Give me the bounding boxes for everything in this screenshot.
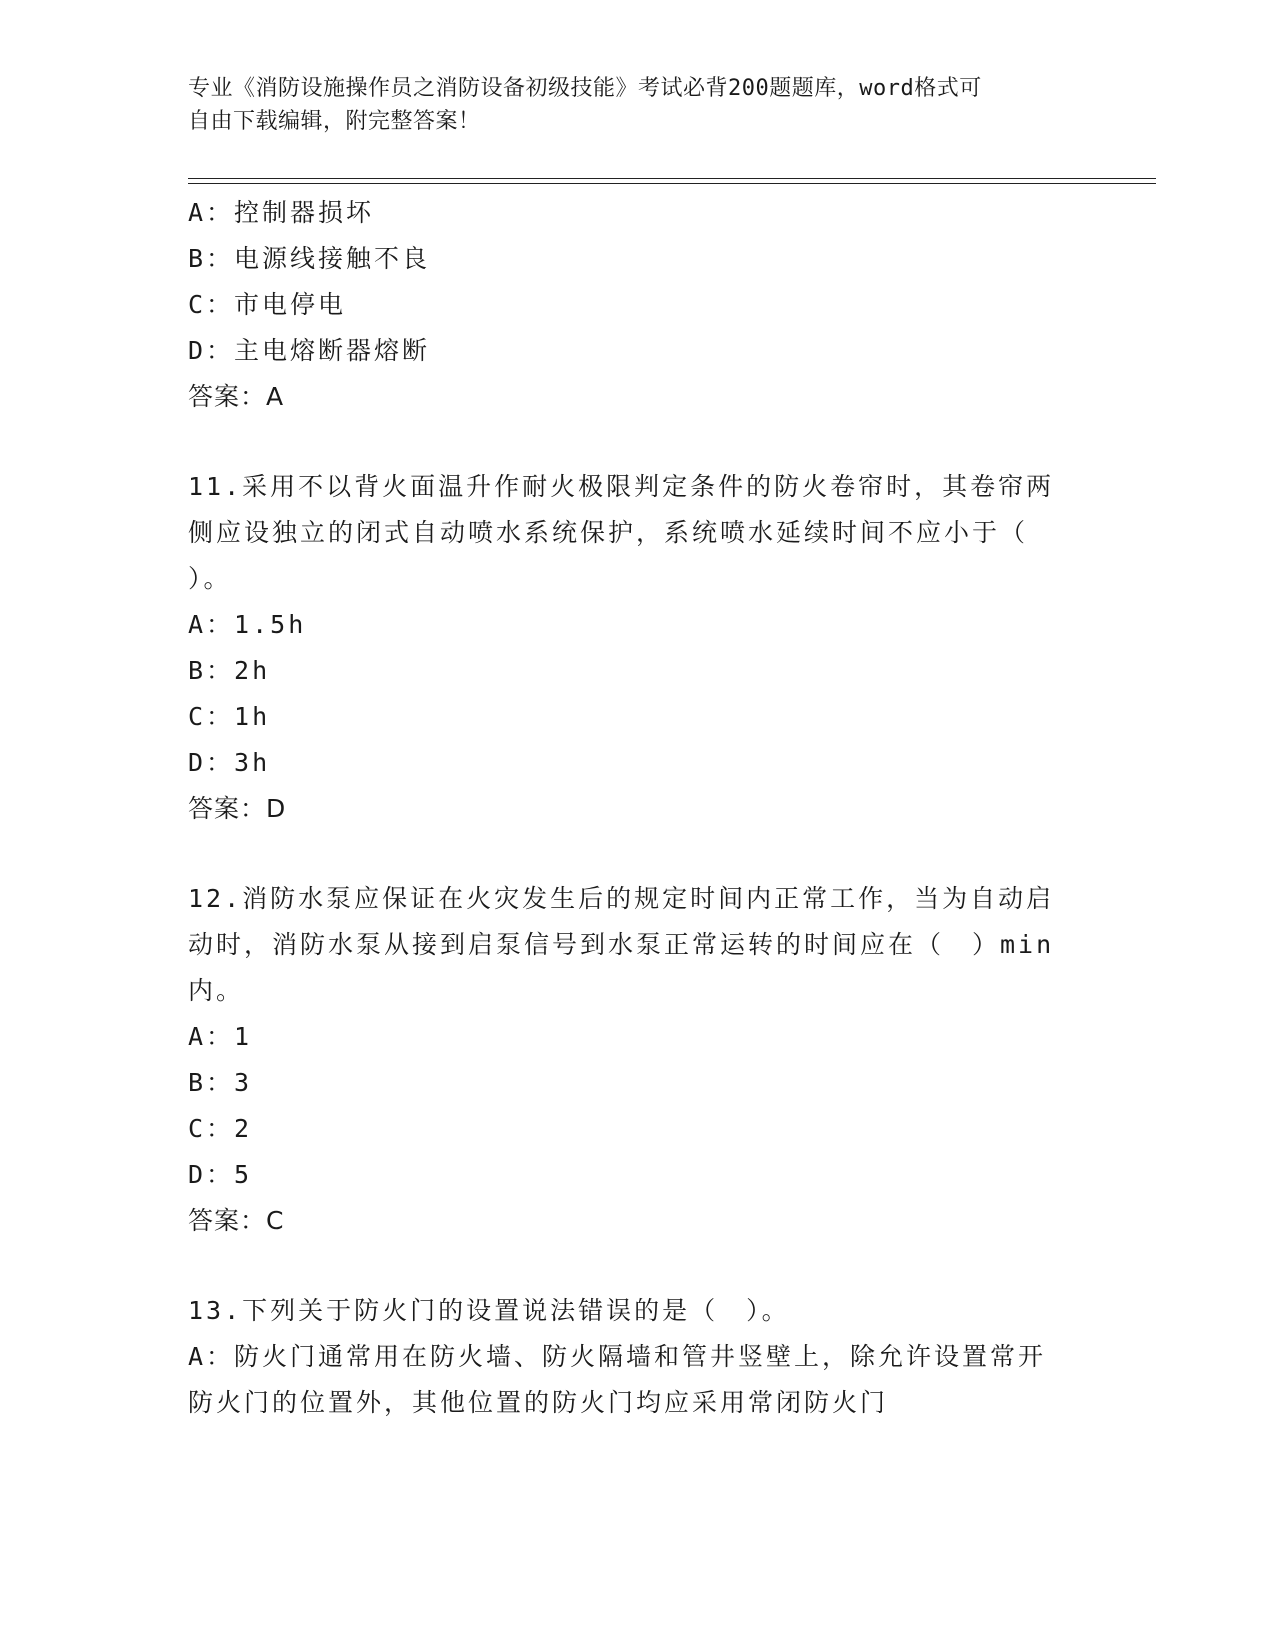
answer-label: 答案：A: [188, 382, 285, 411]
stem-line-3: 内。: [188, 976, 245, 1005]
question-stem: [188, 876, 1088, 1014]
header-line-2: 自由下载编辑，附完整答案！: [188, 109, 481, 134]
option-a: A：控制器损坏: [188, 198, 375, 227]
option-b: B：电源线接触不良: [188, 244, 431, 273]
option-a: A：1: [188, 1022, 253, 1051]
answer-label: 答案：D: [188, 794, 287, 823]
question-10: [188, 190, 1088, 420]
option-c: C：1h: [188, 702, 271, 731]
stem-line-1: 13.下列关于防火门的设置说法错误的是（ ）。: [188, 1296, 790, 1325]
header-divider-bottom: [188, 183, 1156, 184]
option-c: C：2: [188, 1114, 253, 1143]
option-c: C：市电停电: [188, 290, 347, 319]
option-a: A：1.5h: [188, 610, 307, 639]
document-header: [188, 72, 1068, 138]
header-line-1: 专业《消防设施操作员之消防设备初级技能》考试必背200题题库，word格式可: [188, 76, 982, 101]
option-d: D：3h: [188, 748, 271, 777]
question-stem: [188, 1288, 1088, 1334]
answer-label: 答案：C: [188, 1206, 285, 1235]
option-b: B：3: [188, 1068, 253, 1097]
option-b: B：2h: [188, 656, 271, 685]
stem-line-3: ）。: [188, 564, 232, 593]
option-d: D：5: [188, 1160, 253, 1189]
stem-line-2: 侧应设独立的闭式自动喷水系统保护，系统喷水延续时间不应小于（: [188, 518, 1029, 547]
question-13: [188, 1288, 1088, 1426]
question-12: [188, 876, 1088, 1244]
option-a: A：防火门通常用在防火墙、防火隔墙和管井竖壁上，除允许设置常开: [188, 1342, 1047, 1371]
question-11: [188, 464, 1088, 832]
question-stem: [188, 464, 1088, 602]
option-d: D：主电熔断器熔断: [188, 336, 431, 365]
option-a-continued: 防火门的位置外，其他位置的防火门均应采用常闭防火门: [188, 1388, 889, 1417]
stem-line-2: 动时，消防水泵从接到启泵信号到水泵正常运转的时间应在（ ）min: [188, 930, 1055, 959]
stem-line-1: 11.采用不以背火面温升作耐火极限判定条件的防火卷帘时，其卷帘两: [188, 472, 1055, 501]
question-list: [188, 190, 1088, 1426]
header-divider-top: [188, 178, 1156, 179]
stem-line-1: 12.消防水泵应保证在火灾发生后的规定时间内正常工作，当为自动启: [188, 884, 1055, 913]
